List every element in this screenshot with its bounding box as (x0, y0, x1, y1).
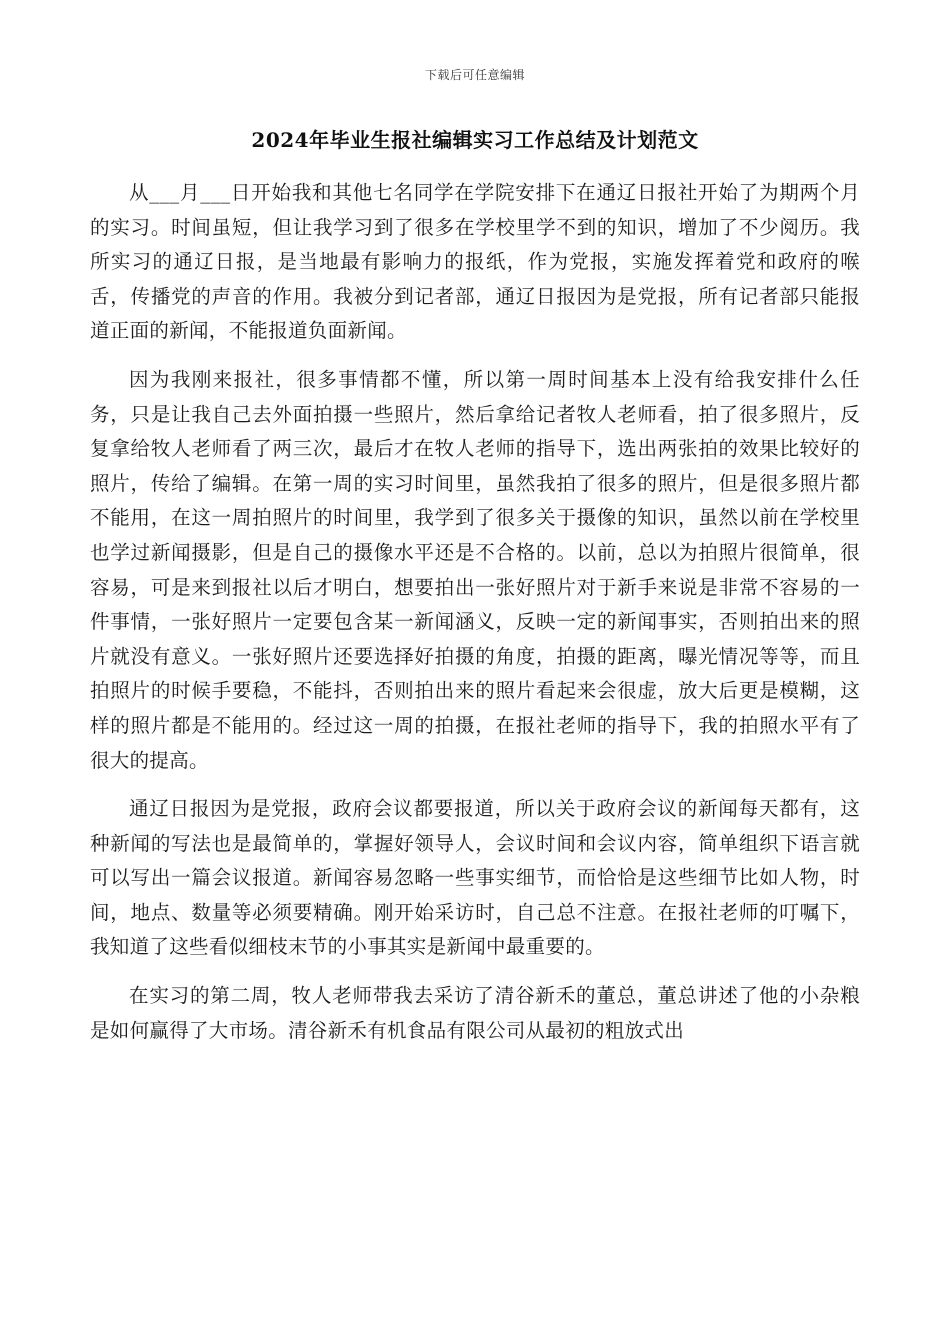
paragraph: 从___月___日开始我和其他七名同学在学院安排下在通辽日报社开始了为期两个月的实习。时间虽短，但让我学习到了很多在学校里学不到的知识，增加了不少阅历。我所实习的通辽日报，是当地最有影响力的报纸，作为党报，实施发挥着党和政府的喉舌，传播党的声音的作用。我被分到记者部，通辽日报因为是党报，所有记者部只能报道正面的新闻，不能报道负面新闻。 (90, 181, 860, 343)
header-note: 下载后可任意编辑 (424, 68, 525, 82)
paragraph: 因为我刚来报社，很多事情都不懂，所以第一周时间基本上没有给我安排什么任务，只是让我自己去外面拍摄一些照片，然后拿给记者牧人老师看，拍了很多照片，反复拿给牧人老师看了两三次，最后才在牧人老师的指导下，选出两张拍的效果比较好的照片，传给了编辑。在第一周的实习时间里，虽然我拍了很多的照片，但是很多照片都不能用，在这一周拍照片的时间里，我学到了很多关于摄像的知识，虽然以前在学校里也学过新闻摄影，但是自己的摄像水平还是不合格的。以前，总以为拍照片很简单，很容易，可是来到报社以后才明白，想要拍出一张好照片对于新手来说是非常不容易的一件事情，一张好照片一定要包含某一新闻涵义，反映一定的新闻事实，否则拍出来的照片就没有意义。一张好照片还要选择好拍摄的角度，拍摄的距离，曝光情况等等，而且拍照片的时候手要稳，不能抖，否则拍出来的照片看起来会很虚，放大后更是模糊，这样的照片都是不能用的。经过这一周的拍摄，在报社老师的指导下，我的拍照水平有了很大的提高。 (90, 367, 860, 772)
document-body (90, 176, 860, 1062)
document-title: 2024年毕业生报社编辑实习工作总结及计划范文 (251, 128, 699, 152)
paragraph: 在实习的第二周，牧人老师带我去采访了清谷新禾的董总，董总讲述了他的小杂粮是如何赢得了大市场。清谷新禾有机食品有限公司从最初的粗放式出 (90, 984, 860, 1042)
paragraph: 通辽日报因为是党报，政府会议都要报道，所以关于政府会议的新闻每天都有，这种新闻的写法也是最简单的，掌握好领导人，会议时间和会议内容，简单组织下语言就可以写出一篇会议报道。新闻容易忽略一些事实细节，而恰恰是这些细节比如人物，时间，地点、数量等必须要精确。刚开始采访时，自己总不注意。在报社老师的叮嘱下，我知道了这些看似细枝末节的小事其实是新闻中最重要的。 (90, 797, 860, 959)
